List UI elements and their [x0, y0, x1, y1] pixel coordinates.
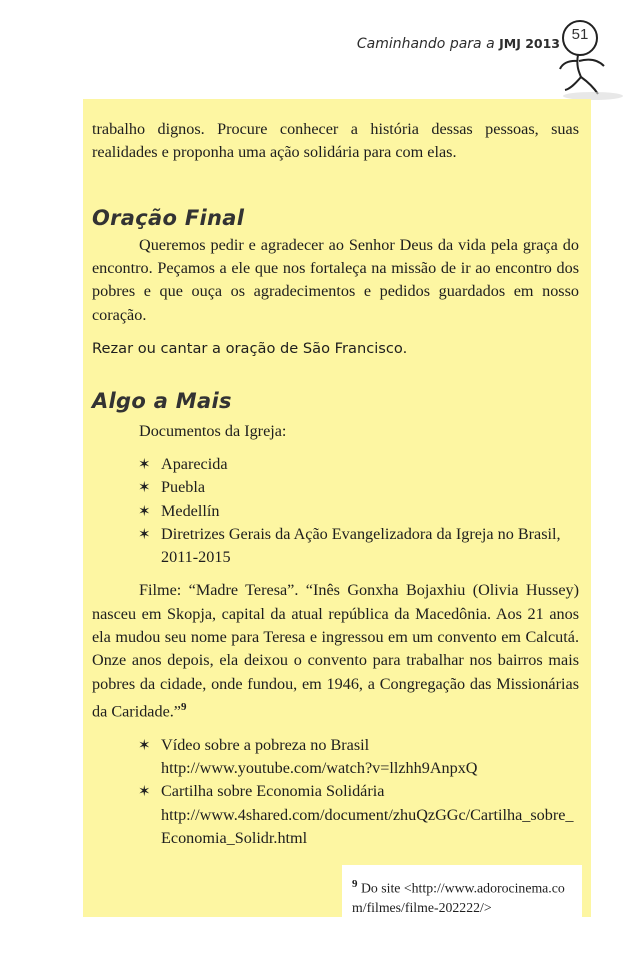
links-list [92, 734, 579, 850]
star-bullet-icon: ✶ [138, 526, 151, 543]
footnote-text: Do site <http://www.adorocinema.com/filmes/filme-202222/> [352, 880, 565, 915]
intro-paragraph: trabalho dignos. Procure conhecer a história dessas pessoas, suas realidades e proponha uma ação solidária para com elas. [92, 120, 579, 162]
docs-list [92, 453, 579, 569]
link-url[interactable]: http://www.youtube.com/watch?v=llzhh9AnpxQ [161, 758, 478, 777]
link-url[interactable]: http://www.4shared.com/document/zhuQzGGc/Cartilha_sobre_Economia_Solidr.html [161, 805, 574, 847]
header-brand: JMJ 2013 [499, 36, 560, 51]
list-item: ✶ Puebla [92, 476, 579, 499]
page-number: 51 [571, 26, 589, 43]
oracao-instruction: Rezar ou cantar a oração de São Francisco. [92, 340, 408, 358]
list-item: ✶ Medellín [92, 500, 579, 523]
list-item: ✶ Diretrizes Gerais da Ação Evangelizadora da Igreja no Brasil, 2011-2015 [138, 524, 561, 567]
footnote-ref: 9 [180, 700, 187, 713]
list-item: ✶ Aparecida [92, 453, 579, 476]
footnote [342, 865, 582, 925]
star-bullet-icon: ✶ [138, 480, 151, 497]
star-bullet-icon: ✶ [138, 784, 151, 801]
section-title-algo: Algo a Mais [92, 389, 232, 414]
docs-label: Documentos da Igreja: [139, 421, 287, 440]
oracao-paragraph: Queremos pedir e agradecer ao Senhor Deus da vida pela graça do encontro. Peçamos a ele que nos fortaleça na missão de ir ao encontro dos pobres e que ouça os agradecimentos e pedidos guardados em nosso coração. [92, 235, 579, 324]
star-bullet-icon: ✶ [138, 737, 151, 754]
list-item: ✶ Vídeo sobre a pobreza no Brasil http://www.youtube.com/watch?v=llzhh9AnpxQ [138, 735, 478, 777]
section-title-oracao: Oração Final [92, 205, 245, 230]
footnote-number: 9 [352, 878, 358, 890]
running-header [0, 36, 560, 52]
film-paragraph: Filme: “Madre Teresa”. “Inês Gonxha Bojaxhiu (Olivia Hussey) nasceu em Skopja, capital da atual república da Macedônia. Aos 21 anos ela mudou seu nome para Teresa e ingressou em um convento em Calcutá. Onze anos depois, ela deixou o convento para trabalhar nos bairros mais pobres da cidade, onde fundou, em 1946, a Congregação das Missionárias da Caridade.”$^9$ [92, 581, 579, 721]
star-bullet-icon: ✶ [138, 456, 151, 473]
list-item: ✶ Cartilha sobre Economia Solidária http://www.4shared.com/document/zhuQzGGc/Cartilha_sobre_Economia_Solidr.html [138, 782, 574, 847]
star-bullet-icon: ✶ [138, 503, 151, 520]
page-content [92, 118, 579, 850]
header-prefix: Caminhando para a [356, 36, 495, 52]
